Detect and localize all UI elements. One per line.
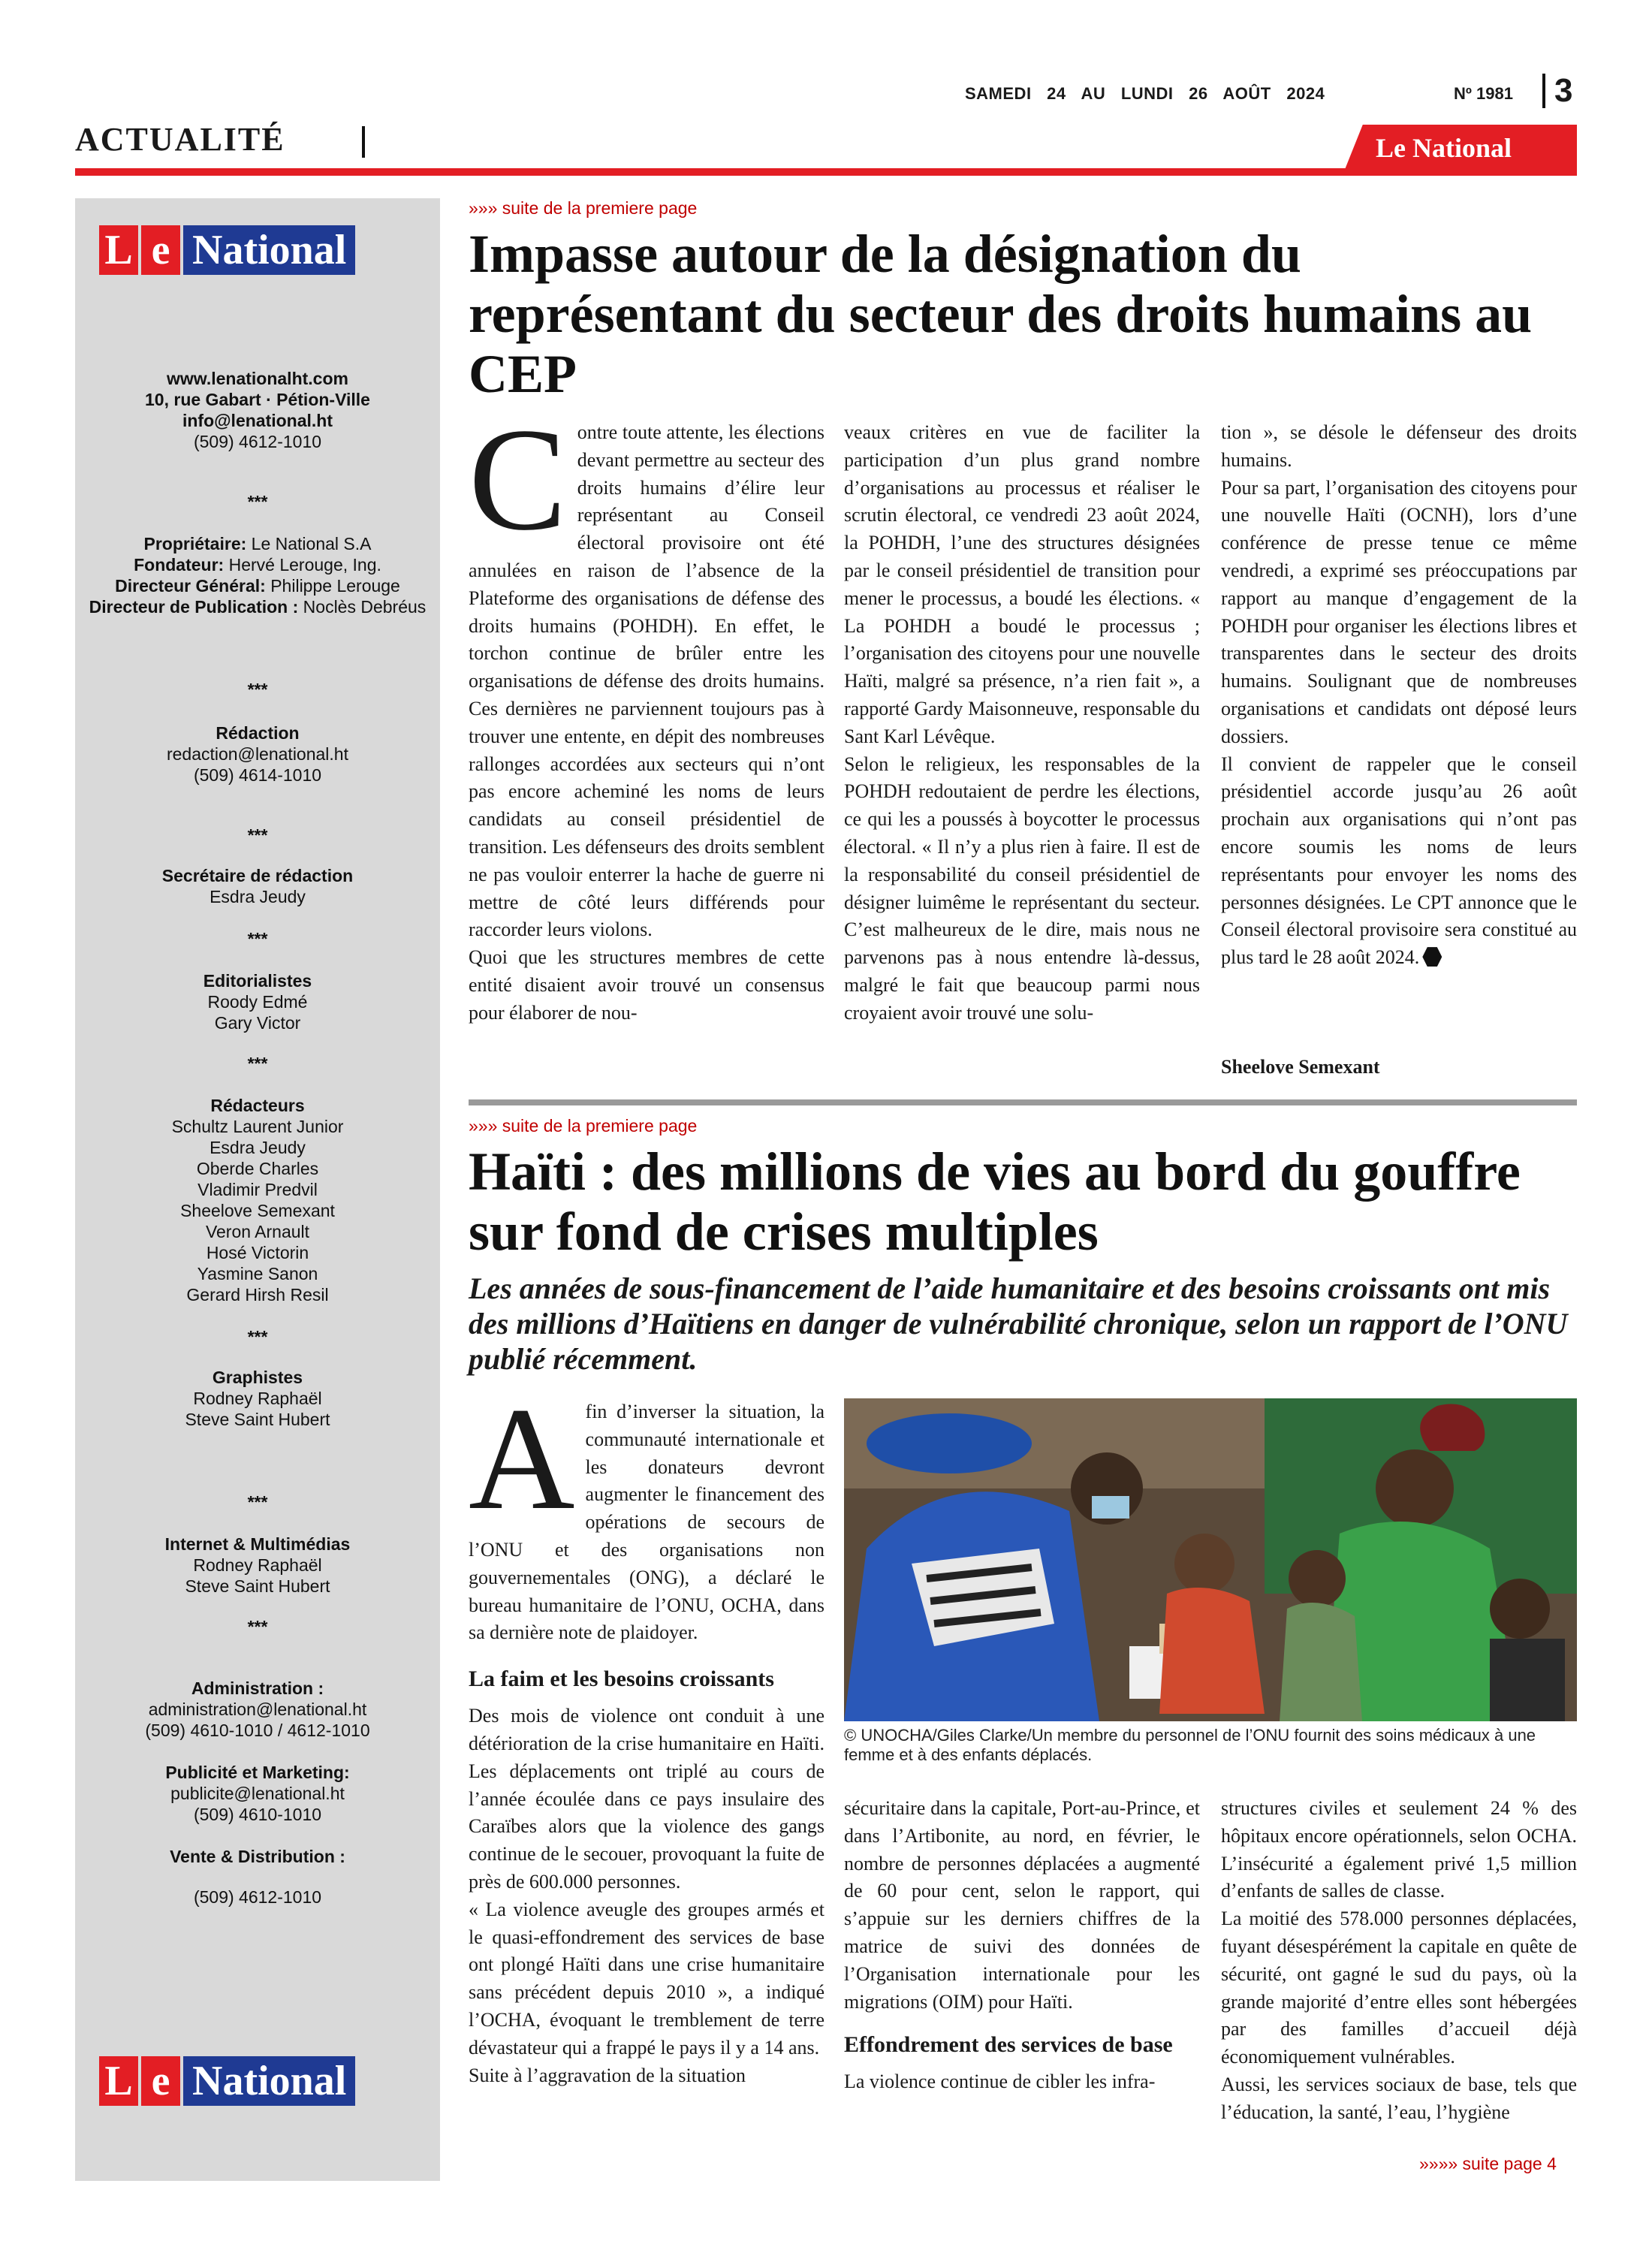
issue-number: Nº 1981: [1454, 84, 1513, 103]
article-continued-kicker: »»» suite de la premiere page: [469, 198, 698, 218]
ownership-block: Propriétaire: Le National S.A Fondateur: Hervé Lerouge, Ing. Directeur Général: Philippe Lerouge Directeur de Publication : Noclès Debréus: [89, 534, 427, 617]
brand-ribbon-label: Le National: [1376, 133, 1512, 163]
section-title: ACTUALITÉ: [75, 121, 285, 158]
end-mark-icon: [1422, 947, 1442, 967]
admin-email[interactable]: administration@lenational.ht: [148, 1700, 367, 1719]
article-column: Afin d’inverser la situation, la communauté internationale et les donateurs devront augmenter le financement des opérations de secours de l’ONU et des organisations non gouvernementales (ONG), a déclaré le bureau humanitaire de l’ONU, OCHA, dans sa dernière note de plaidoyer. La faim et les besoins croissants Des mois de violence ont conduit à une détérioration de la crise humanitaire en Haïti. Les déplacements ont triplé au cours de l’année écoulée dans ce pays insulaire des Caraïbes alors que la violence des gangs continue de le secouer, provoquant la fuite de près de 600.000 personnes. « La violence aveugle des groupes armés et le quasi-effondrement des services de base ont plongé Haïti dans une crise humanitaire sans précédent depuis 2010 », a indiqué l’OCHA, évoquant le tremblement de terre dévastateur qui a frappé le pays il y a 14 ans. Suite à l’aggravation de la situation: [469, 1377, 824, 2086]
address: 10, rue Gabart · Pétion-Ville: [145, 390, 370, 409]
article-photo: [844, 1398, 1577, 1721]
article-continued-kicker: »»» suite de la premiere page: [469, 1116, 698, 1136]
le-national-logo: L e National: [99, 225, 355, 275]
article-divider: [469, 1099, 1577, 1105]
redaction-email[interactable]: redaction@lenational.ht: [166, 744, 348, 764]
article-column: sécuritaire dans la capitale, Port-au-Prince, et dans l’Artibonite, au nord, en février, le nombre de personnes déplacées a augmenté de 60 pour cent, selon le rapport, qui s’appuie sur les derniers chiffres de la matrice de suivi des données de l’Organisation internationale pour les migrations (OIM) pour Haïti. Effondrement des services de base La violence continue de cibler les infra-: [844, 1797, 1200, 2093]
contact-block: [75, 368, 440, 452]
article-subhead: La faim et les besoins croissants: [469, 1666, 774, 1692]
article-column: Contre toute attente, les élections devant permettre au secteur des droits humains d’élire leur représentant au Conseil électoral provisoire ont été annulées en raison de l’absence de la Plateforme des organisations de défense des droits humains (POHDH). En effet, le torchon continue de brûler entre les organisations de défense des droits humains. Ces dernières ne parviennent toujours pas à trouver une entente, en dépit des nombreuses rallonges accordées aux secteurs qui n’ont pas encore acheminé les noms de leurs candidats au conseil présidentiel de transition. Les défenseurs des droits semblent ne pas vouloir enterrer la hache de guerre ni mettre de côté leurs différends pour raccorder leurs violons. Quoi que les structures membres de cette entité disaient avoir trouvé un consensus pour élaborer de nou-: [469, 398, 824, 1024]
separator-stars: ***: [247, 929, 268, 949]
separator-stars: ***: [247, 1492, 268, 1512]
article-byline: Sheelove Semexant: [1221, 1056, 1380, 1078]
separator-stars: ***: [247, 492, 268, 511]
separator-stars: ***: [247, 680, 268, 699]
redacteurs-block: Rédacteurs Schultz Laurent Junior Esdra Jeudy Oberde Charles Vladimir Predvil Sheelove Semexant Veron Arnault Hosé Victorin Yasmine Sanon Gerard Hirsh Resil: [171, 1096, 344, 1304]
drop-cap: C: [469, 398, 567, 561]
internet-block: Internet & Multimédias Rodney Raphaël Steve Saint Hubert: [164, 1534, 351, 1596]
le-national-logo: L e National: [99, 2056, 355, 2106]
publicite-block: Publicité et Marketing: publicite@lenational.ht (509) 4610-1010: [75, 1762, 440, 1825]
section-separator: [362, 126, 365, 158]
separator-stars: ***: [247, 1327, 268, 1347]
article-deck: Les années de sous-financement de l’aide humanitaire et des besoins croissants ont mis des millions d’Haïtiens en danger de vulnérabilité chronique, selon un rapport de l’ONU publié récemment.: [469, 1271, 1568, 1376]
article-column: veaux critères en vue de faciliter la participation d’un plus grand nombre d’organisations au processus et réaliser le scrutin électoral, ce vendredi 23 août 2024, la POHDH, l’une des structures désignées par le conseil présidentiel de transition pour mener le processus, a boudé les élections. « La POHDH a boudé le processus ; l’organisation des citoyens pour une nouvelle Haïti, malgré sa présence, n’a rien fait », a rapporté Gardy Maisonneuve, responsable du Sant Karl Lévêque. Selon le religieux, les responsables de la POHDH redoutaient de perdre les élections, ce qui les a poussés à boycotter le processus électoral. « Il n’y a plus rien à faire. Il est de la responsabilité du conseil présidentiel de désigner luimême le représentant du secteur. C’est malheureux de le dire, mais nous ne parvenons pas à nous entendre là-dessus, malgré le fait que beaucoup parmi nous croyaient avoir trouvé une solu-: [844, 421, 1200, 1024]
separator-stars: ***: [247, 1617, 268, 1636]
editorialistes-block: Editorialistes Roody Edmé Gary Victor: [203, 971, 312, 1033]
administration-block: Administration : administration@lenational.ht (509) 4610-1010 / 4612-1010: [75, 1678, 440, 1741]
separator-stars: ***: [247, 1054, 268, 1073]
graphistes-block: Graphistes Rodney Raphaël Steve Saint Hubert: [185, 1368, 330, 1429]
header-separator: [1542, 74, 1545, 108]
issue-date: SAMEDI 24 AU LUNDI 26 AOÛT 2024: [965, 84, 1325, 103]
website-link[interactable]: www.lenationalht.com: [167, 369, 348, 388]
article-headline: Impasse autour de la désignation du représentant du secteur des droits humains au CEP: [469, 224, 1533, 404]
drop-cap: A: [469, 1377, 575, 1540]
article-column: structures civiles et seulement 24 % des hôpitaux encore opérationnels, selon OCHA. L’insécurité a également privé 1,5 million d’enfants de salles de classe. La moitié des 578.000 personnes déplacées, fuyant désespérément la capitale en quête de sécurité, ont gagné le sud du pays, où la grande majorité d’entre elles sont hébergées par des familles d’accueil déjà économiquement vulnérables. Aussi, les services sociaux de base, tels que l’éducation, la santé, l’eau, l’hygiène: [1221, 1797, 1577, 2123]
vente-block: Vente & Distribution : (509) 4612-1010: [170, 1847, 345, 1907]
photo-caption: © UNOCHA/Giles Clarke/Un membre du personnel de l’ONU fournit des soins médicaux à une femme et à des enfants déplacés.: [844, 1726, 1536, 1764]
email-link[interactable]: info@lenational.ht: [182, 411, 333, 430]
phone: (509) 4612-1010: [193, 432, 322, 451]
secretaire-block: Secrétaire de rédaction Esdra Jeudy: [161, 866, 354, 906]
article-subhead: Effondrement des services de base: [844, 2032, 1173, 2058]
redaction-block: Rédaction redaction@lenational.ht (509) 4614-1010: [75, 722, 440, 786]
article-column: tion », se désole le défenseur des droits humains. Pour sa part, l’organisation des citoyens pour une nouvelle Haïti (OCNH), lors d’une conférence de presse tenue ce même vendredi, a exprimé ses préoccupations par rapport au manque d’engagement de la POHDH pour organiser les élections libres et transparentes dans le secteur des droits humains. Soulignant que de nombreuses organisations et candidats ont déposé leurs dossiers. Il convient de rappeler que le conseil présidentiel accorde jusqu’au 26 août prochain aux organisations qui n’ont pas encore soumis les noms de leurs représentants pour envoyer les noms des personnes désignées. Le CPT annonce que le Conseil électoral provisoire sera constitué au plus tard le 28 août 2024.: [1221, 421, 1577, 969]
continued-on-page-link[interactable]: »»»» suite page 4: [1419, 2154, 1557, 2173]
article-headline: Haïti : des millions de vies au bord du gouffre sur fond de crises multiples: [469, 1142, 1521, 1262]
publicite-email[interactable]: publicite@lenational.ht: [170, 1784, 345, 1803]
page-number: 3: [1554, 72, 1573, 109]
separator-stars: ***: [247, 825, 268, 845]
